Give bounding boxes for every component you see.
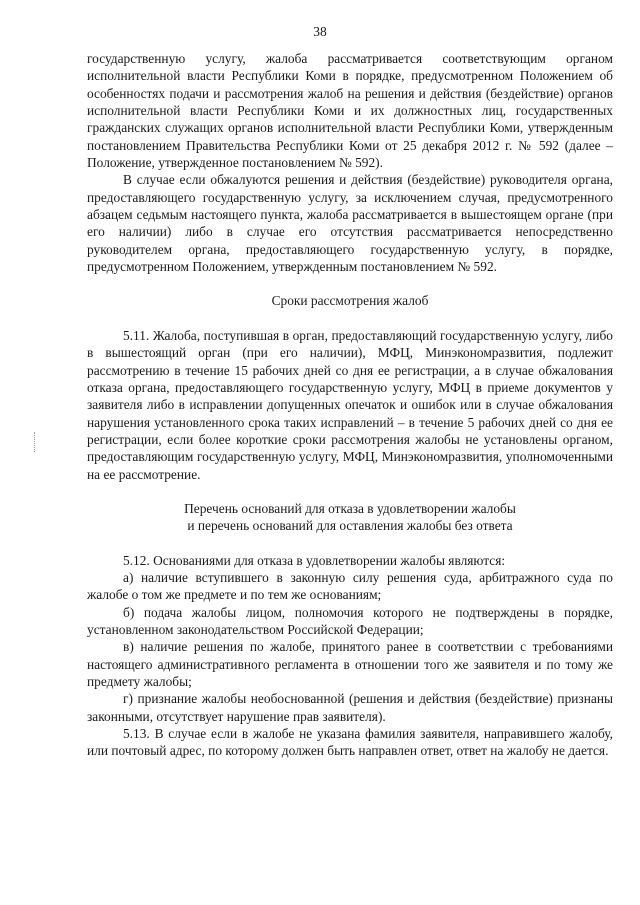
paragraph-5-13: 5.13. В случае если в жалобе не указана фамилия заявителя, направившего жалобу, или почтовый адрес, по которому должен быть направлен ответ, ответ на жалобу не дается. — [87, 726, 613, 759]
section-heading-terms: Сроки рассмотрения жалоб — [271, 293, 429, 309]
document-body — [87, 50, 613, 760]
page-number: 38 — [313, 24, 327, 39]
paragraph-continuation: государственную услугу, жалоба рассматривается соответствующим органом исполнительной власти Республики Коми в порядке, предусмотренном Положением об особенностях подачи и рассмотрения жалоб на решения и действия (бездействие) органов исполнительной власти Республики Коми и их должностных лиц, государственных гражданских служащих органов исполнительной власти Республики Коми, утвержденным постановлением Правительства Республики Коми от 25 декабря 2012 г. № 592 (далее – Положение, утвержденное постановлением № 592). — [87, 51, 613, 171]
list-item-g: г) признание жалобы необоснованной (решения и действия (бездействие) признаны законными, отсутствует нарушение прав заявителя). — [87, 691, 613, 724]
list-item-v: в) наличие решения по жалобе, принятого ранее в соответствии с требованиями настоящего административного регламента в отношении того же заявителя и по тому же предмету жалобы; — [87, 639, 613, 689]
section-heading-grounds — [87, 500, 613, 535]
margin-scan-mark — [34, 432, 36, 452]
list-item-a: а) наличие вступившего в законную силу решения суда, арбитражного суда по жалобе о том же предмете и по тем же основаниям; — [87, 569, 613, 603]
section-heading-grounds-line-2: и перечень оснований для оставления жалобы без ответа — [187, 518, 513, 534]
list-item-b: б) подача жалобы лицом, полномочия которого не подтверждены в порядке, установленном законодательством Российской Федерации; — [87, 604, 613, 637]
section-heading-grounds-line-1: Перечень оснований для отказа в удовлетворении жалобы — [184, 500, 516, 516]
paragraph-appeal-head: В случае если обжалуются решения и действия (бездействие) руководителя органа, предоставляющего государственную услугу, за исключением случая, предусмотренного абзацем седьмым настоящего пункта, жалоба рассматривается в вышестоящем органе (при его наличии) либо в случае его отсутствия рассматривается непосредственно руководителем органа, предоставляющего государственную услугу, в порядке, предусмотренном Положением, утвержденным постановлением № 592. — [87, 172, 613, 275]
paragraph-5-11: 5.11. Жалоба, поступившая в орган, предоставляющий государственную услугу, либо в вышестоящий орган (при его наличии), МФЦ, Минэкономразвития, подлежит рассмотрению в течение 15 рабочих дней со дня ее регистрации, а в случае обжалования отказа органа, предоставляющего государственную услугу, МФЦ в приеме документов у заявителя либо в исправлении допущенных опечаток и ошибок или в случае обжалования нарушения установленного срока таких исправлений – в течение 5 рабочих дней со дня ее регистрации, если более короткие сроки рассмотрения жалобы не установлены органом, предоставляющим государственную услугу, МФЦ, Минэкономразвития, уполномоченными на ее рассмотрение. — [87, 327, 613, 482]
paragraph-5-12: 5.12. Основаниями для отказа в удовлетворении жалобы являются: — [123, 552, 506, 568]
